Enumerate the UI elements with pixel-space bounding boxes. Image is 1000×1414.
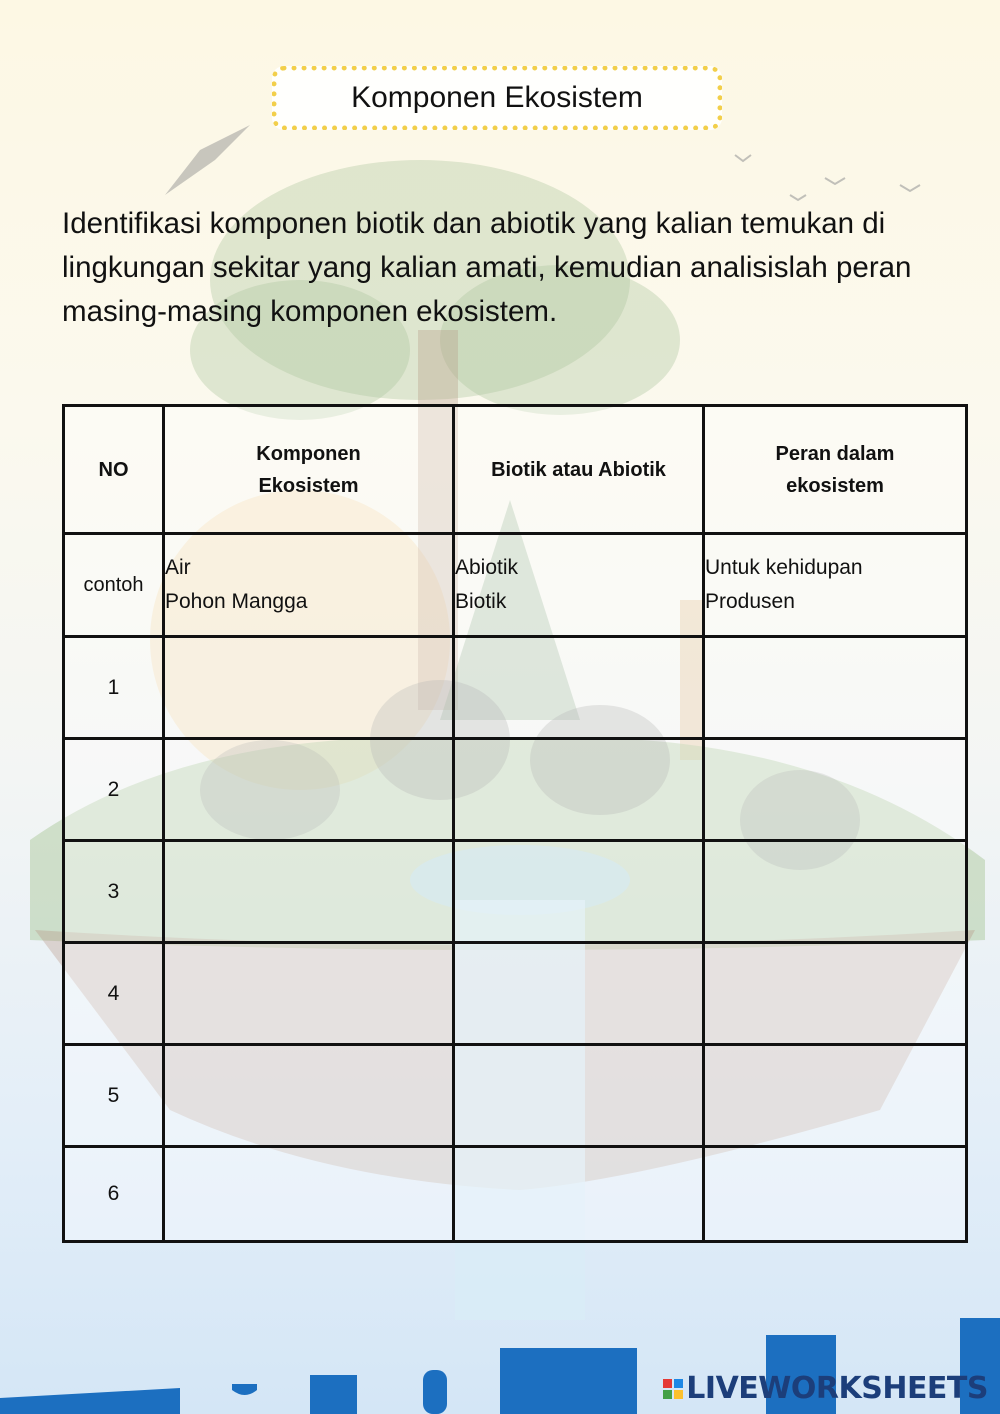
peran-input-cell[interactable] — [704, 1045, 967, 1147]
biotik-input-cell[interactable] — [454, 1147, 704, 1242]
header-peran — [704, 406, 967, 534]
peran-input-cell[interactable] — [704, 943, 967, 1045]
biotik-input-cell[interactable] — [454, 739, 704, 841]
peran-input-cell[interactable] — [704, 637, 967, 739]
table-row — [64, 943, 967, 1045]
header-komponen-label: Komponen Ekosistem — [256, 442, 361, 497]
liveworksheets-logo[interactable] — [663, 1371, 988, 1406]
example-biotik-1: Abiotik — [455, 556, 519, 579]
header-peran-label: Peran dalam ekosistem — [775, 442, 895, 497]
header-biotik: Biotik atau Abiotik — [454, 406, 704, 534]
row-number: 2 — [64, 739, 164, 841]
example-biotik-cell — [454, 534, 704, 637]
example-label: contoh — [64, 534, 164, 637]
logo-mark-icon — [663, 1379, 683, 1399]
table-row — [64, 739, 967, 841]
ecosystem-table — [62, 404, 968, 1243]
komponen-input-cell[interactable] — [164, 637, 454, 739]
komponen-input-cell[interactable] — [164, 1045, 454, 1147]
biotik-input-cell[interactable] — [454, 1045, 704, 1147]
row-number: 6 — [64, 1147, 164, 1242]
table-header-row — [64, 406, 967, 534]
peran-input-cell[interactable] — [704, 739, 967, 841]
example-komponen-cell — [164, 534, 454, 637]
biotik-input-cell[interactable] — [454, 637, 704, 739]
peran-input-cell[interactable] — [704, 1147, 967, 1242]
logo-text: LIVEWORKSHEETS — [686, 1371, 988, 1406]
komponen-input-cell[interactable] — [164, 739, 454, 841]
example-peran-cell — [704, 534, 967, 637]
header-komponen — [164, 406, 454, 534]
row-number: 4 — [64, 943, 164, 1045]
header-no: NO — [64, 406, 164, 534]
komponen-input-cell[interactable] — [164, 943, 454, 1045]
table-row — [64, 841, 967, 943]
peran-input-cell[interactable] — [704, 841, 967, 943]
row-number: 5 — [64, 1045, 164, 1147]
example-komponen-2: Pohon Mangga — [165, 590, 308, 613]
biotik-input-cell[interactable] — [454, 943, 704, 1045]
biotik-input-cell[interactable] — [454, 841, 704, 943]
row-number: 1 — [64, 637, 164, 739]
title-box — [272, 66, 722, 130]
komponen-input-cell[interactable] — [164, 1147, 454, 1242]
page-title: Komponen Ekosistem — [351, 81, 643, 114]
instructions-text: Identifikasi komponen biotik dan abiotik yang kalian temukan di lingkungan sekitar yang kalian amati, kemudian analisislah peran masing-masing komponen ekosistem. — [62, 207, 912, 328]
komponen-input-cell[interactable] — [164, 841, 454, 943]
example-komponen-1: Air — [165, 556, 191, 579]
table-row — [64, 1045, 967, 1147]
example-peran-2: Produsen — [705, 590, 795, 613]
table-row — [64, 1147, 967, 1242]
example-peran-1: Untuk kehidupan — [705, 556, 863, 579]
example-row — [64, 534, 967, 637]
table-row — [64, 637, 967, 739]
example-biotik-2: Biotik — [455, 590, 507, 613]
row-number: 3 — [64, 841, 164, 943]
